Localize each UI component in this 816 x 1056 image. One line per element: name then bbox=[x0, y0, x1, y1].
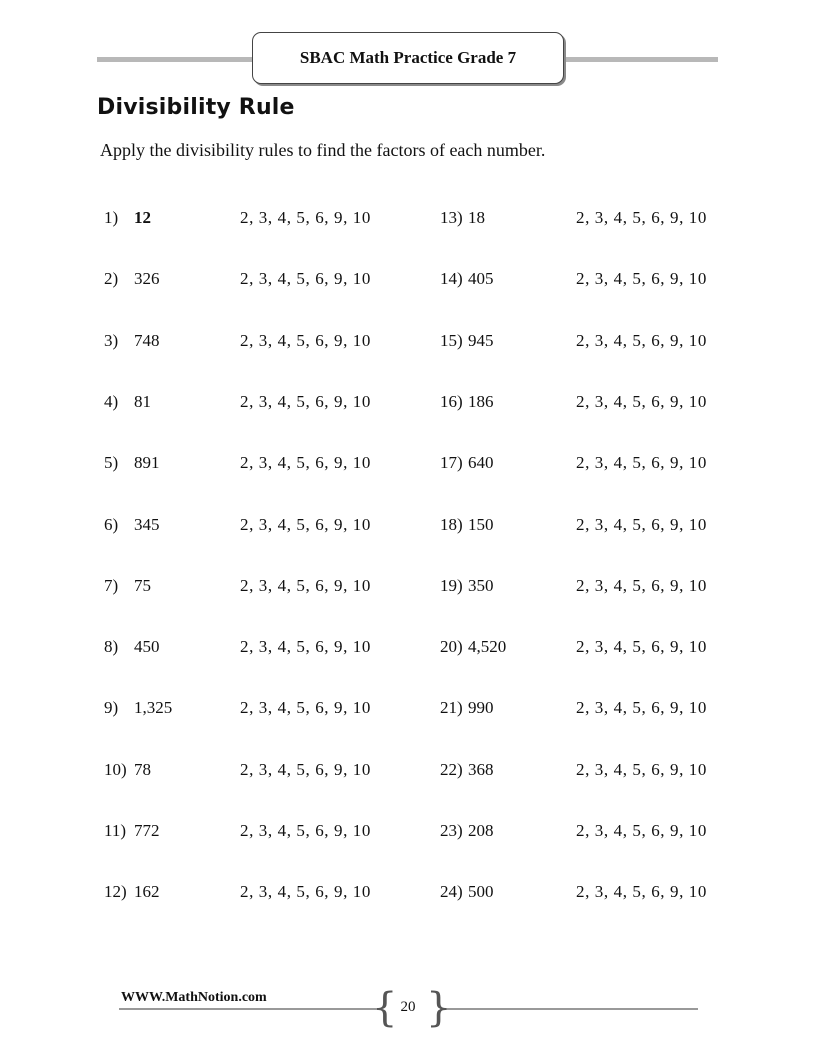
problem-number: 150 bbox=[468, 515, 494, 534]
factor-choices: 2, 3, 4, 5, 6, 9, 10 bbox=[240, 637, 371, 656]
problem-label: 18) bbox=[440, 515, 463, 534]
footer-rule-right bbox=[440, 1008, 698, 1010]
factor-choices: 2, 3, 4, 5, 6, 9, 10 bbox=[576, 331, 707, 350]
problem-number: 81 bbox=[134, 392, 151, 411]
page-bracket-left-icon: { bbox=[372, 985, 398, 1031]
problem-label: 17) bbox=[440, 453, 463, 472]
book-title-box bbox=[252, 32, 564, 84]
problem-label: 19) bbox=[440, 576, 463, 595]
problem-label: 21) bbox=[440, 698, 463, 717]
problem-label: 2) bbox=[104, 269, 119, 288]
problem-label: 4) bbox=[104, 392, 119, 411]
problem-number: 18 bbox=[468, 208, 485, 227]
problem-label: 7) bbox=[104, 576, 119, 595]
factor-choices: 2, 3, 4, 5, 6, 9, 10 bbox=[240, 208, 371, 227]
problem-number: 640 bbox=[468, 453, 494, 472]
page-bracket-right-icon: } bbox=[426, 985, 452, 1031]
problem-label: 8) bbox=[104, 637, 119, 656]
problem-number: 345 bbox=[134, 515, 160, 534]
factor-choices: 2, 3, 4, 5, 6, 9, 10 bbox=[576, 269, 707, 288]
factor-choices: 2, 3, 4, 5, 6, 9, 10 bbox=[576, 698, 707, 717]
section-title: Divisibility Rule bbox=[97, 95, 295, 120]
problem-number: 75 bbox=[134, 576, 151, 595]
problem-label: 12) bbox=[104, 882, 127, 901]
instructions: Apply the divisibility rules to find the factors of each number. bbox=[100, 140, 546, 160]
factor-choices: 2, 3, 4, 5, 6, 9, 10 bbox=[240, 821, 371, 840]
problem-label: 20) bbox=[440, 637, 463, 656]
problem-number: 772 bbox=[134, 821, 160, 840]
problem-label: 9) bbox=[104, 698, 119, 717]
problem-label: 16) bbox=[440, 392, 463, 411]
problem-number: 945 bbox=[468, 331, 494, 350]
problem-label: 14) bbox=[440, 269, 463, 288]
problem-number: 186 bbox=[468, 392, 494, 411]
footer-rule-left bbox=[119, 1008, 377, 1010]
problem-number: 891 bbox=[134, 453, 160, 472]
problem-label: 6) bbox=[104, 515, 119, 534]
factor-choices: 2, 3, 4, 5, 6, 9, 10 bbox=[240, 882, 371, 901]
problem-label: 5) bbox=[104, 453, 119, 472]
problem-number: 450 bbox=[134, 637, 160, 656]
problem-label: 11) bbox=[104, 821, 127, 840]
problem-label: 1) bbox=[104, 208, 119, 227]
problem-label: 10) bbox=[104, 760, 127, 779]
problem-label: 24) bbox=[440, 882, 463, 901]
header-rule-left bbox=[97, 57, 253, 62]
footer-website: WWW.MathNotion.com bbox=[121, 990, 267, 1005]
factor-choices: 2, 3, 4, 5, 6, 9, 10 bbox=[576, 515, 707, 534]
factor-choices: 2, 3, 4, 5, 6, 9, 10 bbox=[576, 637, 707, 656]
problem-label: 15) bbox=[440, 331, 463, 350]
problem-number: 1,325 bbox=[134, 698, 173, 717]
problem-number: 162 bbox=[134, 882, 160, 901]
problem-number: 326 bbox=[134, 269, 160, 288]
problem-number: 500 bbox=[468, 882, 494, 901]
problem-number: 4,520 bbox=[468, 637, 507, 656]
factor-choices: 2, 3, 4, 5, 6, 9, 10 bbox=[240, 453, 371, 472]
problem-label: 22) bbox=[440, 760, 463, 779]
problem-label: 23) bbox=[440, 821, 463, 840]
factor-choices: 2, 3, 4, 5, 6, 9, 10 bbox=[576, 760, 707, 779]
factor-choices: 2, 3, 4, 5, 6, 9, 10 bbox=[240, 576, 371, 595]
problem-number: 405 bbox=[468, 269, 494, 288]
factor-choices: 2, 3, 4, 5, 6, 9, 10 bbox=[240, 698, 371, 717]
problem-number: 990 bbox=[468, 698, 494, 717]
factor-choices: 2, 3, 4, 5, 6, 9, 10 bbox=[240, 331, 371, 350]
factor-choices: 2, 3, 4, 5, 6, 9, 10 bbox=[576, 392, 707, 411]
problem-number: 208 bbox=[468, 821, 494, 840]
header-rule-right bbox=[562, 57, 718, 62]
page-number: 20 bbox=[400, 999, 416, 1015]
book-title: SBAC Math Practice Grade 7 bbox=[299, 48, 517, 67]
factor-choices: 2, 3, 4, 5, 6, 9, 10 bbox=[576, 208, 707, 227]
factor-choices: 2, 3, 4, 5, 6, 9, 10 bbox=[576, 453, 707, 472]
factor-choices: 2, 3, 4, 5, 6, 9, 10 bbox=[576, 576, 707, 595]
problem-number: 350 bbox=[468, 576, 494, 595]
factor-choices: 2, 3, 4, 5, 6, 9, 10 bbox=[576, 821, 707, 840]
factor-choices: 2, 3, 4, 5, 6, 9, 10 bbox=[240, 392, 371, 411]
factor-choices: 2, 3, 4, 5, 6, 9, 10 bbox=[240, 515, 371, 534]
problem-number: 78 bbox=[134, 760, 151, 779]
problem-number: 748 bbox=[134, 331, 160, 350]
problem-label: 13) bbox=[440, 208, 463, 227]
factor-choices: 2, 3, 4, 5, 6, 9, 10 bbox=[576, 882, 707, 901]
problem-label: 3) bbox=[104, 331, 119, 350]
problem-number: 368 bbox=[468, 760, 494, 779]
factor-choices: 2, 3, 4, 5, 6, 9, 10 bbox=[240, 269, 371, 288]
problem-number: 12 bbox=[134, 208, 151, 227]
factor-choices: 2, 3, 4, 5, 6, 9, 10 bbox=[240, 760, 371, 779]
